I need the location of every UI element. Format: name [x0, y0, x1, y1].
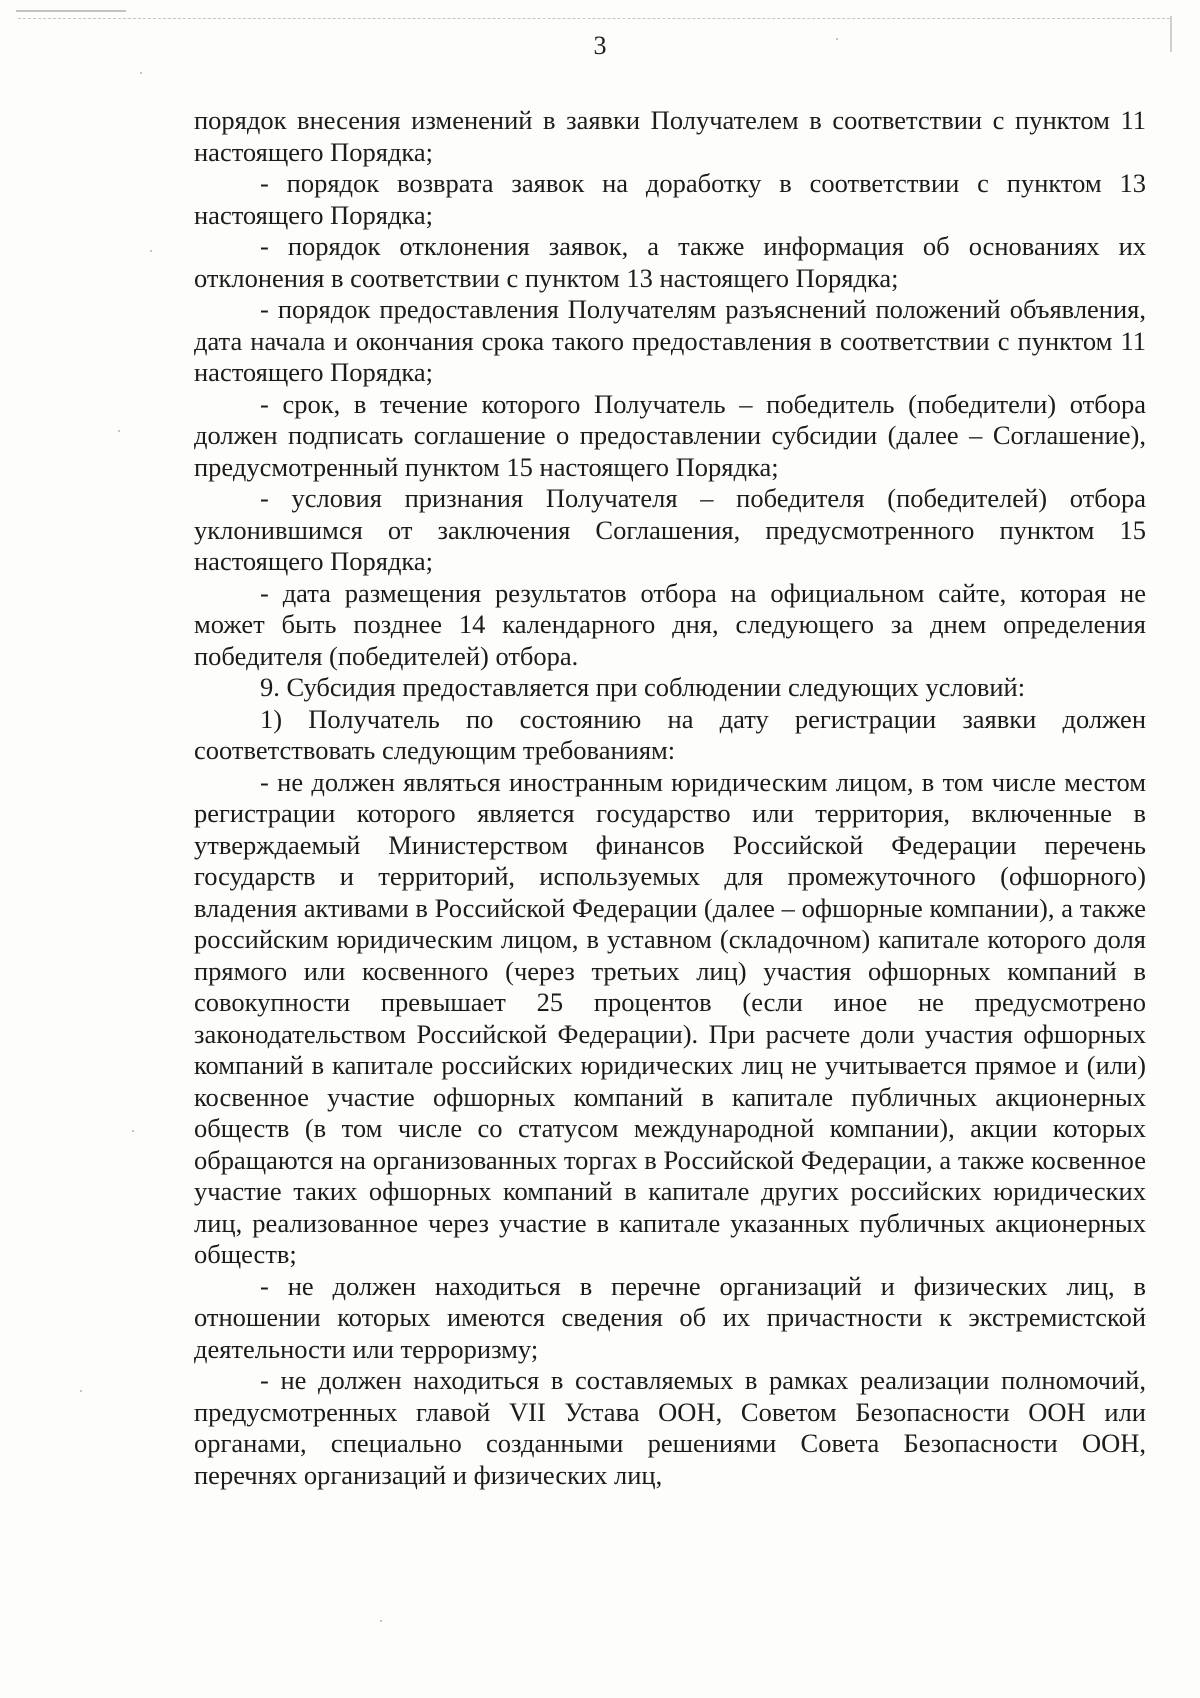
scan-speck [80, 1390, 82, 1392]
paragraph: - порядок предоставления Получателям разъяснений положений объявления, дата начала и окончания срока такого предоставления в соответствии с пунктом 11 настоящего Порядка; [194, 294, 1146, 387]
document-body [194, 105, 1146, 1491]
paragraph: - порядок возврата заявок на доработку в соответствии с пунктом 13 настоящего Порядка; [194, 168, 1146, 230]
paragraph: - дата размещения результатов отбора на официальном сайте, которая не может быть позднее 14 календарного дня, следующего за днем определения победителя (победителей) отбора. [194, 577, 1146, 671]
scan-speck [150, 250, 152, 252]
paragraph: 1) Получатель по состоянию на дату регистрации заявки должен соответствовать следующим требованиям: [194, 703, 1146, 765]
scan-speck [380, 1620, 382, 1622]
scan-edge-top [18, 18, 1170, 19]
paragraph: 9. Субсидия предоставляется при соблюдении следующих условий: [260, 672, 1026, 702]
paragraph: - не должен находиться в составляемых в рамках реализации полномочий, предусмотренных главой VII Устава ООН, Советом Безопасности ООН или органами, специально созданными решениями Совета Безопасности ООН, перечнях организаций и физических лиц, [194, 1365, 1146, 1490]
paragraph: - срок, в течение которого Получатель – победитель (победители) отбора должен подписать соглашение о предоставлении субсидии (далее – Соглашение), предусмотренный пунктом 15 настоящего Порядка; [194, 388, 1146, 482]
paragraph: - не должен являться иностранным юридическим лицом, в том числе местом регистрации которого является государство или территория, включенные в утверждаемый Министерством финансов Российской Федерации перечень государств и территорий, используемых для промежуточного (офшорного) владения активами в Российской Федерации (далее – офшорные компании), а также российским юридическим лицом, в уставном (складочном) капитале которого доля прямого или косвенного (через третьих лиц) участия офшорных компаний в совокупности превышает 25 процентов (если иное не предусмотрено законодательством Российской Федерации). При расчете доли участия офшорных компаний в капитале российских юридических лиц не учитывается прямое и (или) косвенное участие офшорных компаний в капитале публичных акционерных обществ (в том числе со статусом международной компании), акции которых обращаются на организованных торгах в Российской Федерации, а также косвенное участие таких офшорных компаний в капитале других российских юридических лиц, реализованное через участие в капитале указанных публичных акционерных обществ; [194, 766, 1146, 1269]
scan-speck [140, 72, 142, 74]
scan-speck [118, 430, 120, 432]
paragraph: - условия признания Получателя – победителя (победителей) отбора уклонившимся от заключения Соглашения, предусмотренного пунктом 15 настоящего Порядка; [194, 483, 1146, 576]
paragraph: порядок внесения изменений в заявки Получателем в соответствии с пунктом 11 настоящего Порядка; [194, 105, 1146, 167]
page-number: 3 [593, 31, 607, 60]
paragraph: - не должен находиться в перечне организаций и физических лиц, в отношении которых имеются сведения об их причастности к экстремистской деятельности или терроризму; [194, 1270, 1146, 1364]
scan-speck [132, 1130, 134, 1132]
paragraph: - порядок отклонения заявок, а также информация об основаниях их отклонения в соответствии с пунктом 13 настоящего Порядка; [194, 231, 1146, 293]
scan-edge-top-left [16, 10, 126, 12]
